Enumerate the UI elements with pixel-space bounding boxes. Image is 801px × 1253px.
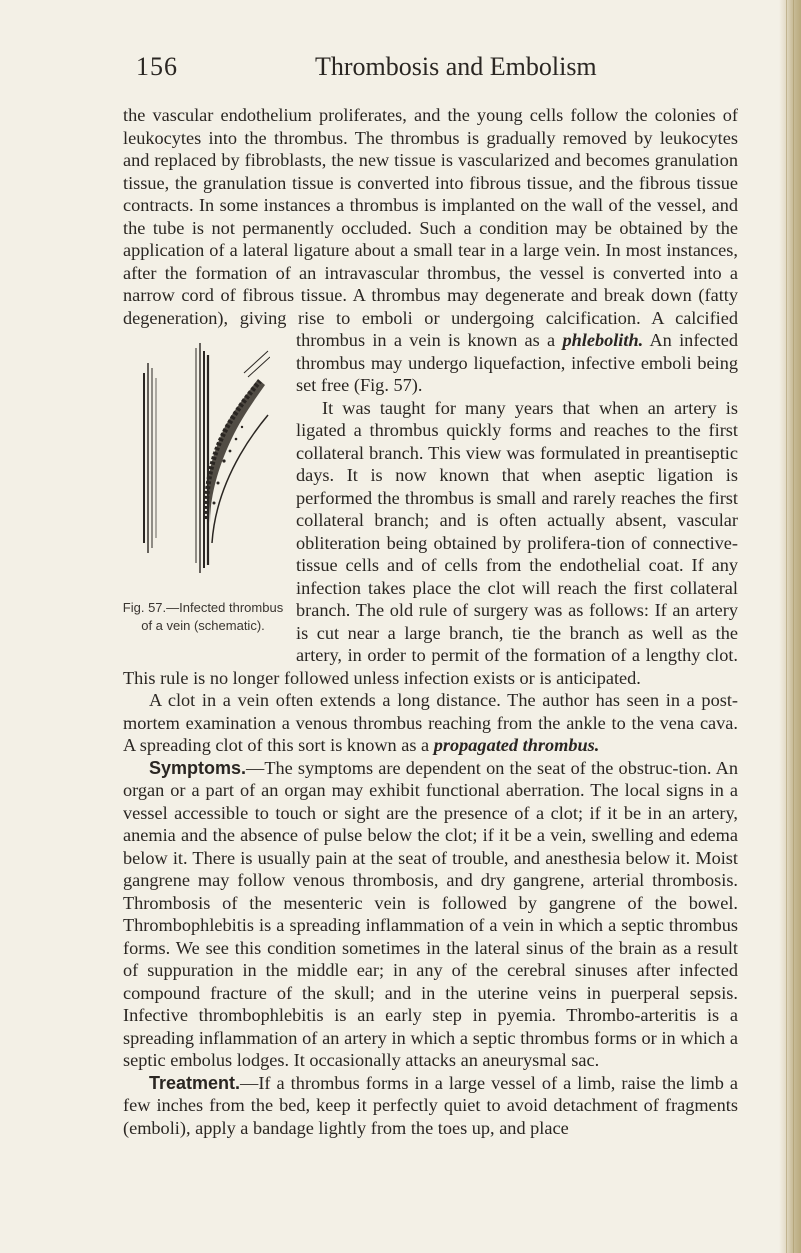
paragraph — [123, 689, 738, 757]
paragraph-text: the vascular endothelium proliferates, and the young cells follow the colonies of leukocytes into the thrombus. The thrombus is gradually removed by leukocytes and replaced by fibroblasts, the new tissue is vascularized and becomes granulation tissue, the granulation tissue is converted into fibrous tissue, and the fibrous tissue contracts. In some instances a thrombus is implanted on the wall of the vessel, and the tube is not permanently occluded. Such a condition may be obtained by the application of a lateral ligature about a small tear in a large vein. In most instances, after the formation of an intravascular thrombus, the vessel is converted into a narrow cord of fibrous tissue. A thrombus may degenerate and break down (fatty degeneration), giving rise to emboli or undergoing calcification. A calcified thrombus in a vein is known as a — [123, 105, 738, 350]
page-edge-line — [786, 0, 787, 1253]
running-head: Thrombosis and Embolism — [315, 52, 597, 81]
page-edge-line — [793, 0, 794, 1253]
figure-caption — [118, 599, 288, 635]
paragraph-text: It was taught for many years that when an artery is ligated a thrombus quickly forms and reaches to the first collateral branch. This view was formulated in preantiseptic days. It is now known that when aseptic ligation is performed the thrombus is small and rarely reaches the first collateral branch; and is often actually absent, vascular obliteration being obtained by prolifera-tion of connective-tissue cells and of cells from the endothelial coat. If any infection takes place the clot will reach the first collateral branch. The old rule of surgery was as follows: If an artery is cut near a large branch, tie the branch as well as the artery, in order to permit of the formation of a lengthy clot. This rule is no longer followed unless infection exists or is anticipated. — [123, 397, 738, 688]
term-italic: propagated thrombus. — [433, 735, 600, 755]
body-text — [123, 104, 738, 1139]
paragraph-text: A clot in a vein often extends a long distance. The author has seen in a post-mortem examination a venous thrombus reaching from the ankle to the vena cava. A spreading clot of this sort is known as a — [123, 690, 738, 755]
figure-57 — [118, 329, 288, 651]
page-header — [0, 50, 801, 90]
section-heading: Treatment. — [149, 1072, 241, 1093]
section-heading: Symptoms. — [149, 757, 247, 778]
thrombus-illustration — [140, 343, 270, 593]
term-italic: phlebolith. — [562, 330, 644, 350]
figure-caption-line: of a vein (schematic). — [141, 618, 265, 633]
page-edge-shadow — [779, 0, 801, 1253]
page-number: 156 — [136, 52, 178, 81]
paragraph-text: —The symptoms are dependent on the seat of the obstruc-tion. An organ or a part of an organ may exhibit functional aberration. The local signs in a vessel accessible to touch or sight are the presence of a clot; if it be in an artery, anemia and the absence of pulse below the clot; if it be a vein, swelling and edema below it. There is usually pain at the seat of trouble, and anesthesia below it. Moist gangrene may follow venous thrombosis, and dry gangrene, arterial thrombosis. Thrombosis of the mesenteric vein is followed by gangrene of the bowel. Thrombophlebitis is a spreading inflammation of a vein in which a septic thrombus forms. We see this condition sometimes in the lateral sinus of the brain as a result of suppuration in the middle ear; in any of the cerebral sinuses after infected compound fracture of the skull; and in the uterine veins in puerperal sepsis. Infective thrombophlebitis is an early step in pyemia. Thrombo-arteritis is a spreading inflammation of an artery in which a septic thrombus forms or in which a septic embolus lodges. It occasionally attacks an aneurysmal sac. — [123, 757, 738, 1070]
paragraph-text: An infected thrombus may undergo liquefaction, infective emboli being set free (Fig. 57). — [296, 330, 738, 395]
figure-caption-line: Fig. 57.—Infected thrombus — [122, 600, 284, 615]
paragraph-text: —If a thrombus forms in a large vessel of a limb, raise the limb a few inches from the bed, keep it perfectly quiet to avoid detachment of fragments (emboli), apply a bandage lightly from the toes up, and place — [123, 1072, 738, 1138]
paragraph-symptoms — [123, 757, 738, 1072]
paragraph-treatment — [123, 1072, 738, 1140]
